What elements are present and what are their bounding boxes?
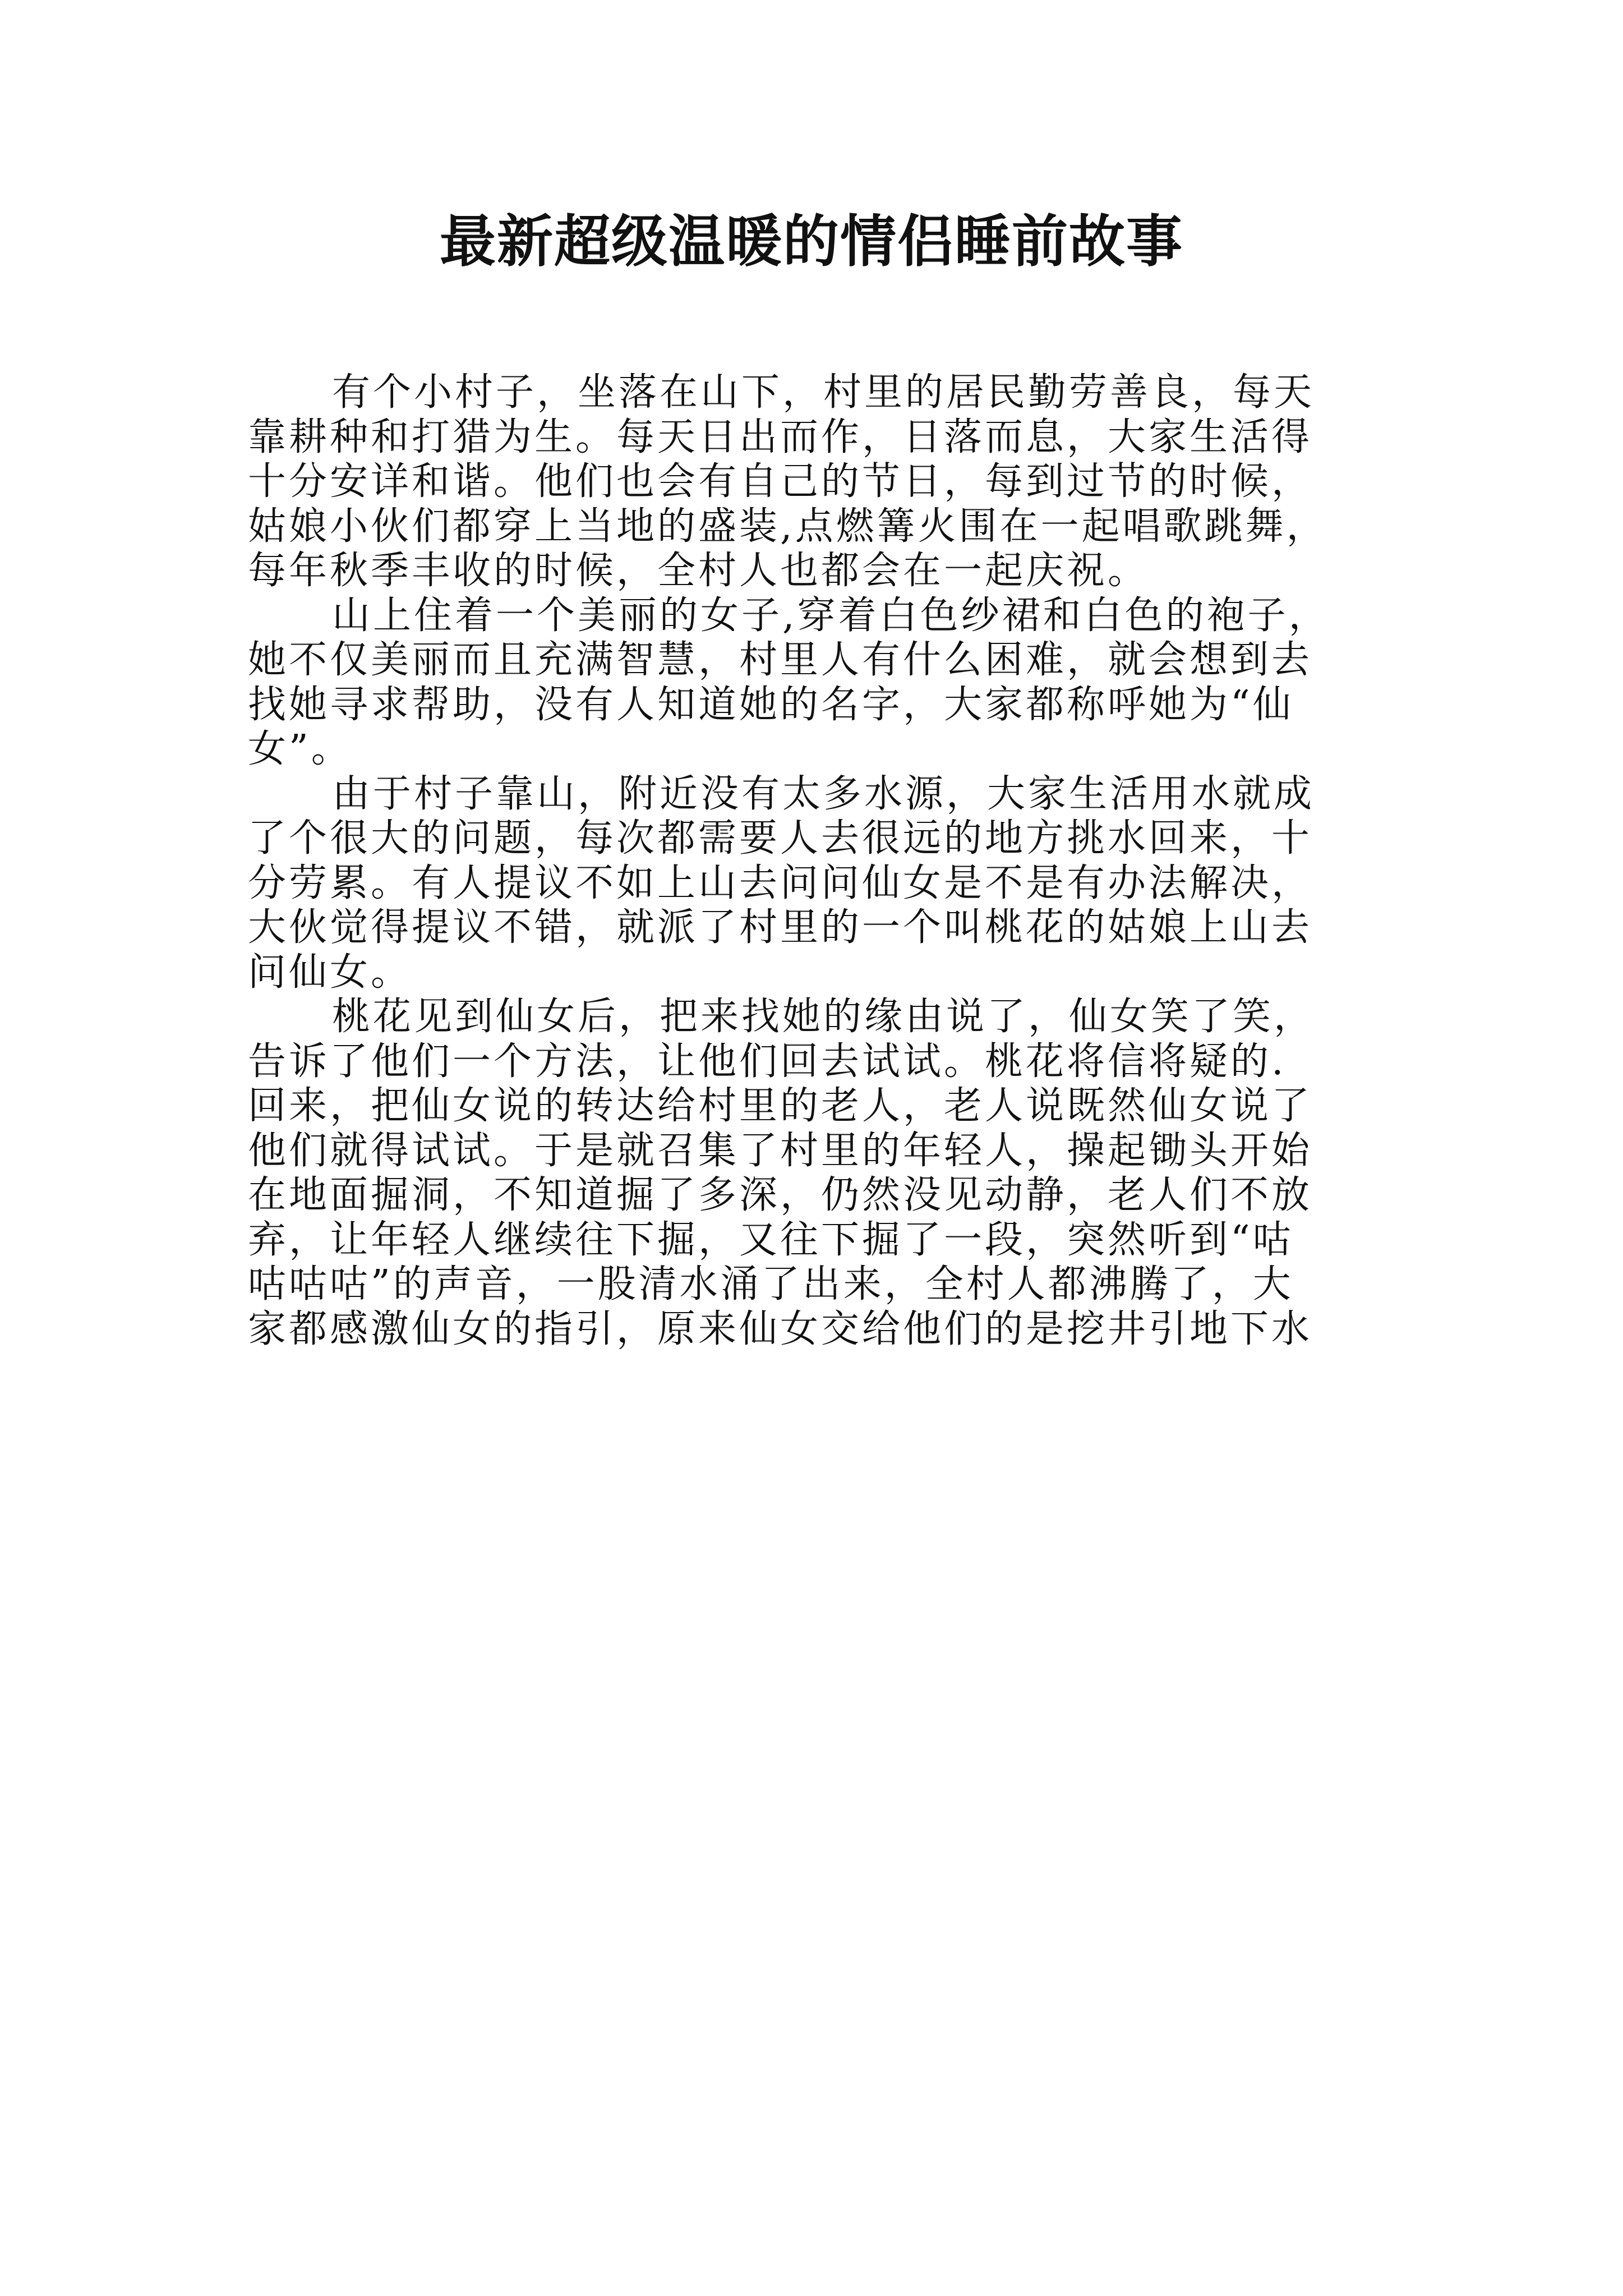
text-line: 每年秋季丰收的时候，全村人也都会在一起庆祝。	[248, 549, 1149, 593]
text-line: 咕咕咕”的声音，一股清水涌了出来，全村人都沸腾了，大	[248, 1262, 1294, 1306]
text-line: 回来，把仙女说的转达给村里的老人，老人说既然仙女说了	[248, 1084, 1313, 1128]
text-line: 桃花见到仙女后，把来找她的缘由说了，仙女笑了笑，	[332, 995, 1315, 1039]
text-line: 弃，让年轻人继续往下掘，又往下掘了一段，突然听到“咕	[248, 1217, 1294, 1262]
text-line: 告诉了他们一个方法，让他们回去试试。桃花将信将疑的.	[248, 1039, 1287, 1084]
text-line: 有个小村子，坐落在山下，村里的居民勤劳善良，每天	[332, 370, 1315, 415]
text-line: 分劳累。有人提议不如上山去问问仙女是不是有办法解决，	[248, 861, 1313, 905]
text-line: 靠耕种和打猎为生。每天日出而作，日落而息，大家生活得	[248, 415, 1313, 459]
text-line: 女”。	[248, 727, 352, 771]
text-line: 问仙女。	[248, 950, 412, 995]
text-line: 大伙觉得提议不错，就派了村里的一个叫桃花的姑娘上山去	[248, 905, 1313, 950]
story-body	[248, 370, 1381, 1351]
text-line: 姑娘小伙们都穿上当地的盛装,点燃篝火围在一起唱歌跳舞，	[248, 504, 1327, 549]
text-line: 找她寻求帮助，没有人知道她的名字，大家都称呼她为“仙	[248, 682, 1294, 727]
text-line: 家都感激仙女的指引，原来仙女交给他们的是挖井引地下水	[248, 1306, 1313, 1351]
text-line: 由于村子靠山，附近没有太多水源，大家生活用水就成	[332, 771, 1315, 816]
text-line: 他们就得试试。于是就召集了村里的年轻人，操起锄头开始	[248, 1128, 1313, 1173]
text-line: 十分安详和谐。他们也会有自己的节日，每到过节的时候，	[248, 459, 1313, 504]
text-line: 山上住着一个美丽的女子,穿着白色纱裙和白色的袍子，	[332, 593, 1330, 638]
text-line: 在地面掘洞，不知道掘了多深，仍然没见动静，老人们不放	[248, 1173, 1313, 1217]
text-line: 了个很大的问题，每次都需要人去很远的地方挑水回来，十	[248, 816, 1313, 861]
text-line: 她不仅美丽而且充满智慧，村里人有什么困难，就会想到去	[248, 638, 1313, 682]
document-title: 最新超级温暖的情侣睡前故事	[440, 208, 1183, 274]
